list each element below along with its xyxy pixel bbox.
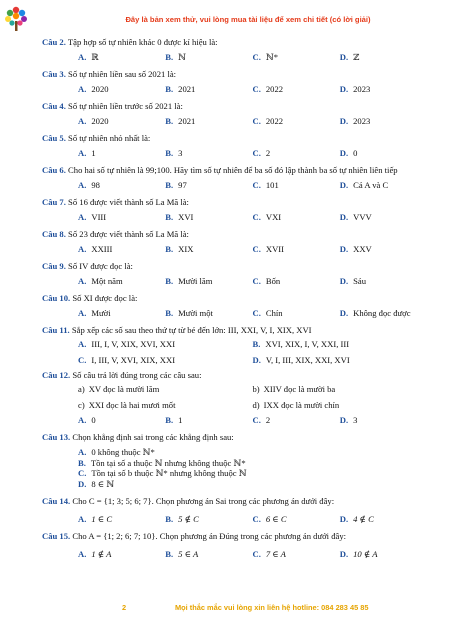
question-text: Số tự nhiên liền sau số 2021 là: bbox=[68, 69, 177, 79]
question-14 bbox=[42, 495, 427, 525]
answer-option-c[interactable]: C. XVII bbox=[252, 244, 284, 254]
answer-option-a[interactable]: A. 1 ∈ C bbox=[78, 514, 113, 524]
answer-option-a[interactable]: A. 98 bbox=[78, 180, 100, 190]
answer-option-d[interactable]: D. 3 bbox=[339, 415, 358, 425]
answer-option-a[interactable]: A. 0 không thuộc ℕ* bbox=[78, 447, 155, 457]
page-footer bbox=[0, 603, 450, 617]
answer-option-a[interactable]: A. 1 bbox=[78, 148, 96, 158]
question-2 bbox=[42, 36, 427, 63]
question-5 bbox=[42, 132, 427, 159]
answer-option-c[interactable]: C. I, III, V, XVI, XIX, XXI bbox=[78, 355, 176, 365]
answer-option-b[interactable]: B. 97 bbox=[165, 180, 187, 190]
answer-option-d[interactable]: D. 4 ∉ C bbox=[339, 514, 374, 524]
answer-option-d[interactable]: D. 8 ∈ ℕ bbox=[78, 478, 115, 489]
answer-option-d[interactable]: D. ℤ bbox=[339, 52, 360, 62]
question-8 bbox=[42, 228, 427, 255]
answer-option-b[interactable]: B. XIX bbox=[165, 244, 194, 254]
question-number: Câu 4. bbox=[42, 101, 66, 111]
answer-option-a[interactable]: A. 0 bbox=[78, 415, 96, 425]
question-6 bbox=[42, 164, 427, 191]
question-number: Câu 13. bbox=[42, 432, 71, 442]
answer-option-b[interactable]: B. Tồn tại số a thuộc ℕ nhưng không thuộc ℕ* bbox=[78, 457, 246, 468]
question-15 bbox=[42, 530, 427, 560]
tree-logo-icon bbox=[3, 4, 29, 32]
answer-option-c[interactable]: C. 2 bbox=[252, 148, 271, 158]
statement-b: b) XIIV đọc là mười ba bbox=[252, 384, 336, 394]
answer-option-c[interactable]: C. Chín bbox=[252, 308, 283, 318]
answer-option-a[interactable]: A. XXIII bbox=[78, 244, 113, 254]
answer-option-a[interactable]: A. ℝ bbox=[78, 52, 99, 62]
question-9 bbox=[42, 260, 427, 287]
question-number: Câu 6. bbox=[42, 165, 66, 175]
answer-option-d[interactable]: D. V, I, III, XIX, XXI, XVI bbox=[252, 355, 350, 365]
answer-option-d[interactable]: D. 0 bbox=[339, 148, 358, 158]
question-text: Cho A = {1; 2; 6; 7; 10}. Chọn phương án Đúng trong các phương án dưới đây: bbox=[72, 531, 347, 541]
answer-option-a[interactable]: A. Mười bbox=[78, 308, 111, 318]
answer-option-b[interactable]: B. 5 ∈ A bbox=[165, 549, 199, 559]
answer-option-a[interactable]: A. 1 ∉ A bbox=[78, 549, 112, 559]
answer-option-c[interactable]: C. Bốn bbox=[252, 276, 281, 286]
question-number: Câu 15. bbox=[42, 531, 71, 541]
answer-option-b[interactable]: B. Mười một bbox=[165, 308, 213, 318]
question-text: Tập hợp số tự nhiên khác 0 được kí hiệu là: bbox=[67, 37, 218, 47]
answer-option-a[interactable]: A. III, I, V, XIX, XVI, XXI bbox=[78, 339, 176, 349]
question-7 bbox=[42, 196, 427, 223]
answer-option-c[interactable]: C. 7 ∈ A bbox=[252, 549, 286, 559]
answer-option-c[interactable]: C. ℕ* bbox=[252, 52, 279, 62]
question-text: Số 23 được viết thành số La Mã là: bbox=[68, 229, 189, 239]
question-3 bbox=[42, 68, 427, 95]
preview-banner: Đây là bản xem thử, vui lòng mua tài liệu để xem chi tiết (có lời giải) bbox=[125, 15, 371, 24]
answer-option-b[interactable]: B. XVI, XIX, I, V, XXI, III bbox=[252, 339, 350, 349]
answer-option-b[interactable]: B. XVI bbox=[165, 212, 194, 222]
question-text: Sắp xếp các số sau theo thứ tự từ bé đến lớn: III, XXI, V, I, XIX, XVI bbox=[71, 325, 312, 335]
question-text: Cho C = {1; 3; 5; 6; 7}. Chọn phương án Sai trong các phương án dưới đây: bbox=[72, 496, 335, 506]
answer-option-d[interactable]: D. Không đọc được bbox=[339, 308, 411, 318]
question-text: Chọn khẳng định sai trong các khẳng định sau: bbox=[72, 432, 234, 442]
statement-a: a) XV đọc là mười lăm bbox=[78, 384, 160, 394]
question-13 bbox=[42, 431, 427, 489]
page-number: 2 bbox=[122, 603, 127, 612]
question-number: Câu 5. bbox=[42, 133, 66, 143]
answer-option-c[interactable]: C. 2022 bbox=[252, 116, 284, 126]
answer-option-d[interactable]: D. 10 ∉ A bbox=[339, 549, 378, 559]
answer-option-d[interactable]: D. VVV bbox=[339, 212, 372, 222]
answer-option-a[interactable]: A. Một năm bbox=[78, 276, 123, 286]
answer-option-a[interactable]: A. 2020 bbox=[78, 84, 109, 94]
answer-option-b[interactable]: B. 2021 bbox=[165, 116, 196, 126]
question-11 bbox=[42, 324, 427, 367]
answer-option-b[interactable]: B. 1 bbox=[165, 415, 183, 425]
answer-option-c[interactable]: C. 6 ∈ C bbox=[252, 514, 287, 524]
answer-option-a[interactable]: A. 2020 bbox=[78, 116, 109, 126]
question-text: Số XI được đọc là: bbox=[72, 293, 138, 303]
answer-option-a[interactable]: A. VIII bbox=[78, 212, 107, 222]
question-text: Số câu trả lời đúng trong các câu sau: bbox=[72, 370, 202, 380]
statement-c: c) XXI đọc là hai mươi mốt bbox=[78, 400, 176, 410]
question-10 bbox=[42, 292, 427, 319]
answer-option-c[interactable]: C. 101 bbox=[252, 180, 279, 190]
question-number: Câu 3. bbox=[42, 69, 66, 79]
answer-option-b[interactable]: B. 3 bbox=[165, 148, 183, 158]
question-4 bbox=[42, 100, 427, 127]
question-text: Số tự nhiên nhỏ nhất là: bbox=[68, 133, 151, 143]
statement-d: d) IXX đọc là mười chín bbox=[252, 400, 340, 410]
answer-option-b[interactable]: B. Mười lăm bbox=[165, 276, 213, 286]
hotline-text: Mọi thắc mắc vui lòng xin liên hệ hotline: 084 283 45 85 bbox=[175, 603, 369, 612]
question-number: Câu 2. bbox=[42, 37, 66, 47]
question-number: Câu 10. bbox=[42, 293, 71, 303]
answer-option-c[interactable]: C. Tồn tại số b thuộc ℕ* nhưng không thuộc ℕ bbox=[78, 468, 247, 478]
question-number: Câu 7. bbox=[42, 197, 66, 207]
basic-questions bbox=[42, 36, 427, 319]
question-text: Số IV được đọc là: bbox=[68, 261, 133, 271]
answer-option-d[interactable]: D. 2023 bbox=[339, 116, 371, 126]
answer-option-c[interactable]: C. 2022 bbox=[252, 84, 284, 94]
answer-option-b[interactable]: B. 5 ∉ C bbox=[165, 514, 199, 524]
answer-option-d[interactable]: D. Sáu bbox=[339, 276, 366, 286]
question-12 bbox=[42, 369, 427, 426]
question-list bbox=[42, 36, 427, 565]
question-text: Cho hai số tự nhiên là 99;100. Hãy tìm số tự nhiên để ba số đó lập thành ba số tự nhiên liên tiếp bbox=[68, 165, 398, 175]
answer-option-b[interactable]: B. 2021 bbox=[165, 84, 196, 94]
answer-option-d[interactable]: D. 2023 bbox=[339, 84, 371, 94]
answer-option-d[interactable]: D. XXV bbox=[339, 244, 372, 254]
question-text: Số 16 được viết thành số La Mã là: bbox=[68, 197, 189, 207]
question-number: Câu 12. bbox=[42, 370, 71, 380]
answer-option-d[interactable]: D. Cả A và C bbox=[339, 180, 389, 190]
answer-option-c[interactable]: C. VXI bbox=[252, 212, 282, 222]
question-number: Câu 11. bbox=[42, 325, 70, 335]
question-text: Số tự nhiên liền trước số 2021 là: bbox=[68, 101, 183, 111]
question-number: Câu 14. bbox=[42, 496, 71, 506]
question-number: Câu 9. bbox=[42, 261, 66, 271]
answer-option-b[interactable]: B. ℕ bbox=[165, 52, 186, 62]
question-number: Câu 8. bbox=[42, 229, 66, 239]
answer-option-c[interactable]: C. 2 bbox=[252, 415, 271, 425]
